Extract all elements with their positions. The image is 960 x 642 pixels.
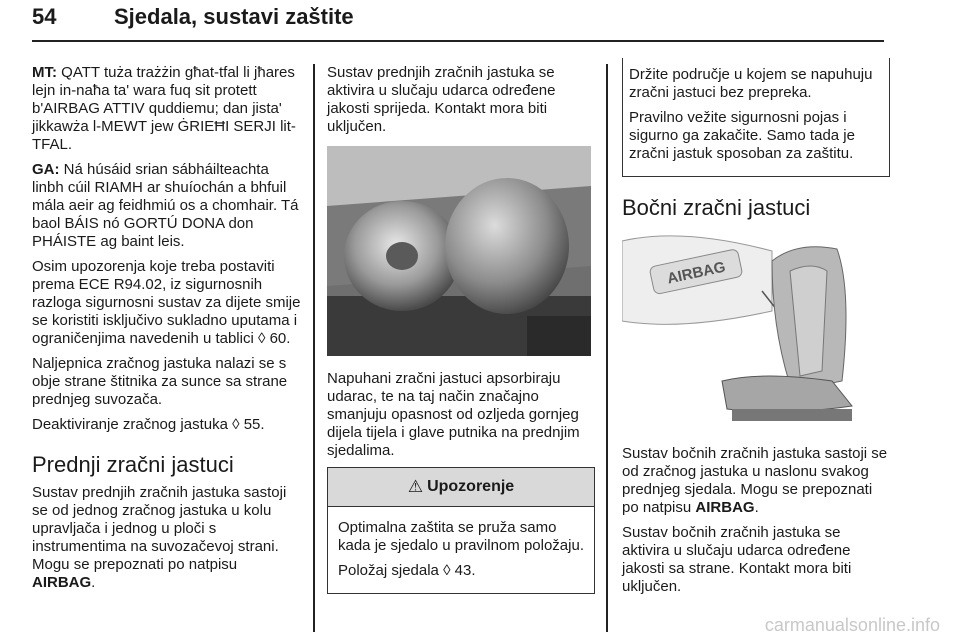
warning-title: Upozorenje bbox=[427, 478, 515, 495]
page-ref-arrow-icon: ◊ bbox=[257, 330, 266, 347]
front-system-paragraph bbox=[32, 484, 304, 592]
page-header bbox=[32, 4, 932, 40]
warning-text-1: Optimalna zaštita se pruža samo kada je sjedalo u pravilnom položaju. bbox=[338, 519, 584, 554]
warning-body bbox=[328, 507, 594, 593]
ga-label: GA: bbox=[32, 161, 60, 178]
seat-airbag-label: AIRBAG bbox=[665, 258, 728, 288]
side-system-paragraph bbox=[622, 445, 890, 517]
section-heading-side-airbags: Bočni zračni jastuci bbox=[622, 195, 811, 220]
ga-paragraph bbox=[32, 161, 304, 251]
side-airbag-seat-photo bbox=[622, 231, 886, 431]
front-system-text: Sustav prednjih zračnih jastuka sastoji se od jednog zračnog jastuka u kolu upravljača i jednog u ploči s instrumentima na suvozačevoj strani. Mogu se prepoznati po natpisu bbox=[32, 484, 287, 573]
column-3 bbox=[622, 64, 890, 603]
column-2 bbox=[327, 64, 595, 594]
warning-header bbox=[328, 468, 594, 507]
header-rule bbox=[32, 40, 884, 42]
side-activation-paragraph: Sustav bočnih zračnih jastuka se aktivira u slučaju udarca određene jakosti sa strane. Kontakt mora biti uključen. bbox=[622, 524, 852, 595]
warning-text-4: Pravilno vežite sigurnosni pojas i sigurno ga zakačite. Samo tada je zračni jastuk sposoban za zaštitu. bbox=[629, 109, 855, 162]
punct: . bbox=[754, 499, 759, 516]
warning-box-continued bbox=[622, 58, 890, 177]
page-number: 54 bbox=[32, 4, 57, 29]
column-1 bbox=[32, 64, 304, 599]
page-ref[interactable]: 60. bbox=[269, 330, 291, 347]
watermark: carmanualsonline.info bbox=[764, 615, 940, 635]
ece-paragraph bbox=[32, 258, 304, 348]
warning-text-3: Držite područje u kojem se napuhuju zračni jastuci bez prepreka. bbox=[629, 66, 873, 101]
seat-position-text: Položaj sjedala bbox=[338, 562, 439, 579]
deactivation-text: Deaktiviranje zračnog jastuka bbox=[32, 416, 228, 433]
label-paragraph: Naljepnica zračnog jastuka nalazi se s obje strane štitnika za sunce sa strane prednjeg suvozača. bbox=[32, 355, 288, 408]
ece-text: Osim upozorenja koje treba postaviti prema ECE R94.02, iz sigurnosnih razloga sigurnosni sustav za dijete smije se koristiti isključivo sukladno uputama i ograničenjima navedenih u tablici bbox=[32, 258, 301, 347]
inflation-paragraph: Napuhani zračni jastuci apsorbiraju udarac, te na taj način značajno smanjuju opasnost od ozljeda gornjeg dijela tijela i glave putnika na prednjim sjedalima. bbox=[327, 370, 580, 459]
section-heading-front-airbags: Prednji zračni jastuci bbox=[32, 452, 234, 477]
deactivation-paragraph bbox=[32, 416, 304, 434]
airbag-label-bold: AIRBAG bbox=[32, 574, 92, 591]
airbag-label-bold: AIRBAG bbox=[695, 499, 755, 516]
page-ref-arrow-icon: ◊ bbox=[443, 562, 451, 579]
side-system-text: Sustav bočnih zračnih jastuka sastoji se od zračnog jastuka u naslonu svakog prednjeg sjedala. Mogu se prepoznati po natpisu bbox=[622, 445, 888, 516]
mt-paragraph bbox=[32, 64, 304, 154]
page-ref-arrow-icon: ◊ bbox=[232, 416, 240, 433]
mt-text: QATT tuża trażżin għat-tfal li jħares lejn in-naħa ta' wara fuq sit protett b'AIRBAG ATTIV quddiemu; dan jista' jikkawża l-MEWT jew ĠRIEĦI SERJI lit-TFAL. bbox=[32, 64, 296, 153]
page-title: Sjedala, sustavi zaštite bbox=[114, 4, 354, 29]
punct: . bbox=[91, 574, 96, 591]
mt-label: MT: bbox=[32, 64, 57, 81]
ga-text: Ná húsáid srian sábháilteachta linbh cúil RIAMH ar shuíochán a bhfuil mála aeir ag feidhmiú os a chomhair. Tá baol BÁIS nó GORTÚ DONA don PHÁISTE ag baint leis. bbox=[32, 161, 299, 250]
page-ref[interactable]: 43. bbox=[454, 562, 476, 579]
warning-triangle-icon: ⚠ bbox=[407, 477, 424, 496]
activation-paragraph: Sustav prednjih zračnih jastuka se aktivira u slučaju udarca određene jakosti sprijeda. Kontakt mora biti uključen. bbox=[327, 64, 556, 135]
column-divider bbox=[606, 64, 608, 632]
column-divider bbox=[313, 64, 315, 632]
warning-text-2 bbox=[338, 562, 584, 580]
front-airbags-photo bbox=[327, 146, 591, 356]
warning-box bbox=[327, 467, 595, 594]
page-ref[interactable]: 55. bbox=[243, 416, 265, 433]
